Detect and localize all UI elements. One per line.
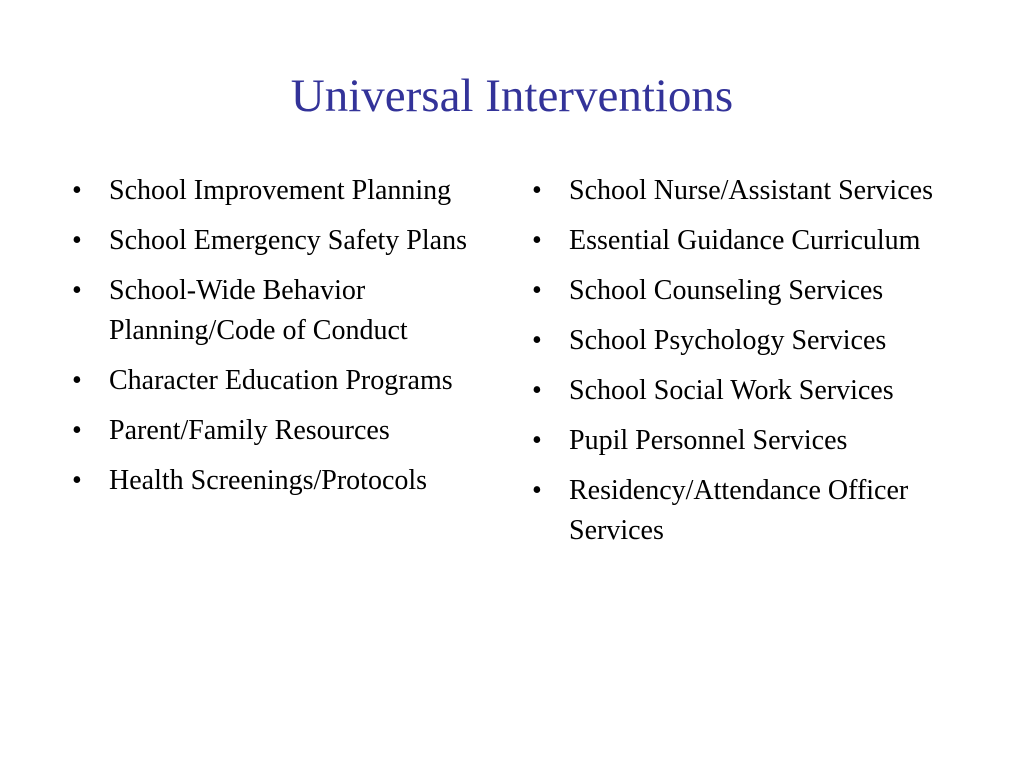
list-item xyxy=(72,361,512,401)
bullet-icon: • xyxy=(72,225,82,256)
list-item-text: School Improvement Planning xyxy=(109,175,452,206)
list-item xyxy=(532,321,1002,361)
bullet-icon: • xyxy=(72,275,82,306)
list-item xyxy=(532,171,1002,211)
list-item-text: Parent/Family Resources xyxy=(109,415,390,446)
list-item xyxy=(72,271,512,351)
bullet-icon: • xyxy=(532,375,542,406)
list-item-text: School Social Work Services xyxy=(569,375,894,406)
bullet-icon: • xyxy=(72,175,82,206)
slide-title: Universal Interventions xyxy=(290,70,734,122)
list-item-text: School Counseling Services xyxy=(569,275,884,306)
bullet-icon: • xyxy=(532,175,542,206)
list-item xyxy=(72,221,512,261)
list-item xyxy=(72,461,512,501)
list-item-text: School-Wide Behavior Planning/Code of Conduct xyxy=(109,275,408,346)
bullet-icon: • xyxy=(72,415,82,446)
bullet-icon: • xyxy=(532,425,542,456)
bullet-icon: • xyxy=(72,465,82,496)
list-item xyxy=(532,471,1002,551)
list-item-text: Health Screenings/Protocols xyxy=(109,465,428,496)
list-item-text: School Nurse/Assistant Services xyxy=(569,175,933,206)
list-item xyxy=(72,171,512,211)
bullet-icon: • xyxy=(72,365,82,396)
list-item-text: Pupil Personnel Services xyxy=(569,425,848,456)
bullet-icon: • xyxy=(532,225,542,256)
list-item-text: Residency/Attendance Officer Services xyxy=(569,475,909,546)
list-item xyxy=(532,221,1002,261)
left-bullet-list xyxy=(72,171,512,511)
list-item-text: School Emergency Safety Plans xyxy=(109,225,467,256)
right-bullet-list xyxy=(532,171,1002,561)
list-item-text: School Psychology Services xyxy=(569,325,887,356)
list-item xyxy=(72,411,512,451)
bullet-icon: • xyxy=(532,475,542,506)
list-item xyxy=(532,421,1002,461)
bullet-icon: • xyxy=(532,325,542,356)
bullet-icon: • xyxy=(532,275,542,306)
list-item xyxy=(532,271,1002,311)
list-item-text: Character Education Programs xyxy=(109,365,453,396)
list-item xyxy=(532,371,1002,411)
list-item-text: Essential Guidance Curriculum xyxy=(569,225,921,256)
